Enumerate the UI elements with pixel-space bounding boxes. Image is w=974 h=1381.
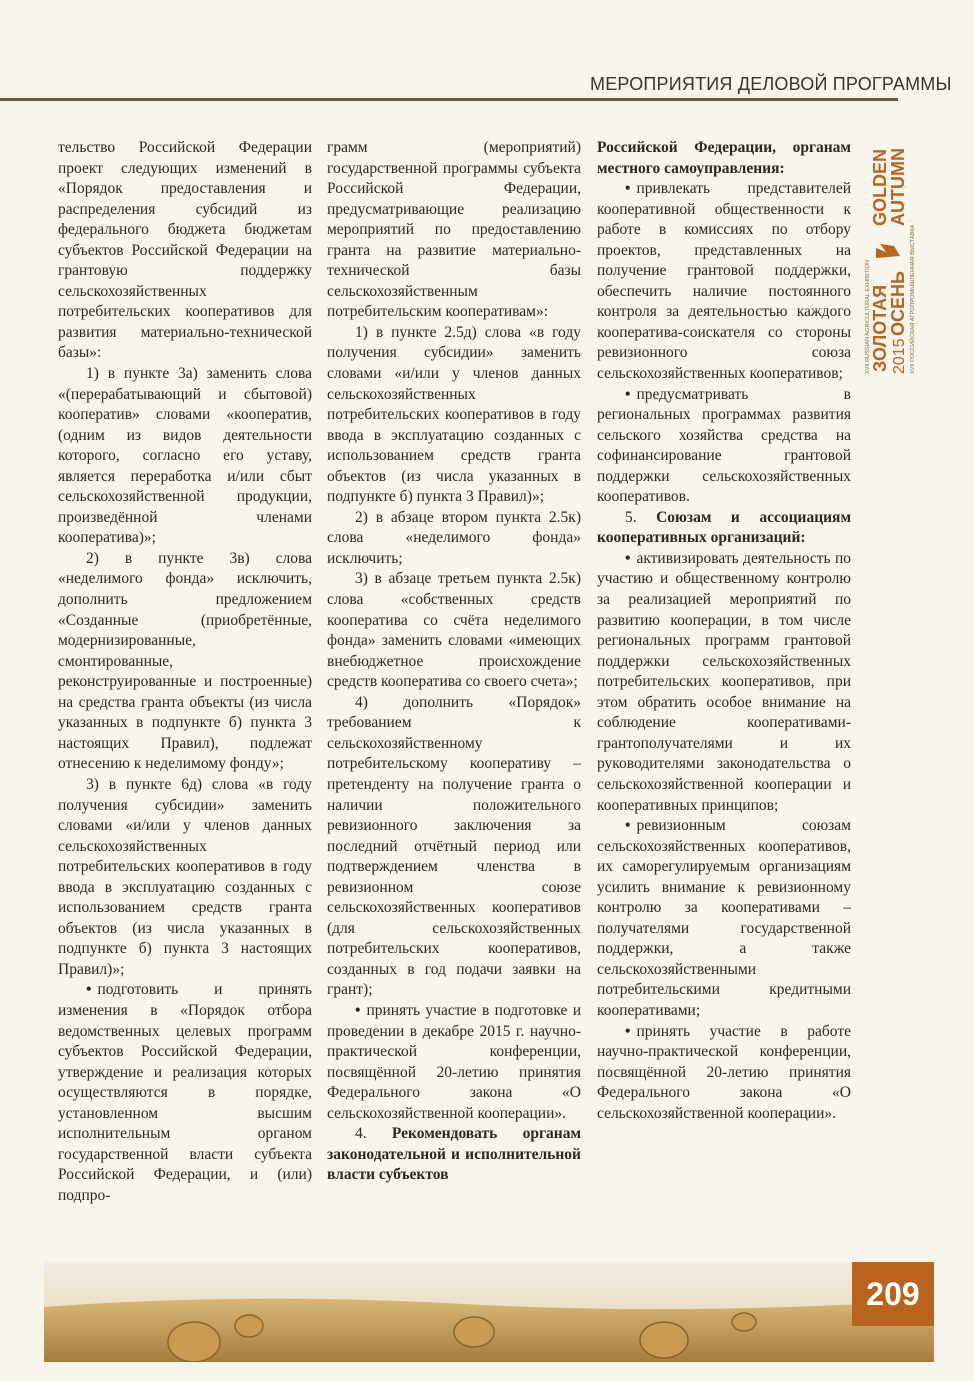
golden-autumn-logo [862, 108, 918, 376]
hay-bale [168, 1322, 220, 1362]
bullet-paragraph: • принять участие в подготовке и проведении в декабре 2015 г. научно-практической конференции, посвящённой 20-летию принятия Федерального закона «О сельскохозяйственной кооперации». [327, 1001, 581, 1124]
paragraph: грамм (мероприятий) государственной программы субъекта Российской Федерации, предусматривающие реализацию мероприятий по предоставлению гранта на развитие материально-технической базы сельскохозяйственным потребительским кооперативам»: [327, 139, 581, 321]
logo-en-line1: GOLDEN [870, 148, 890, 226]
bullet-paragraph: • активизировать деятельность по участию и общественному контролю за реализацией мероприятий по развитию кооперации, в том числе региональных программ грантовой поддержки сельскохозяйственных потребительских кооперативов, при этом обратить особое внимание на соблюдение кооперативами-грантополучателями и их руководителями законодательства о сельскохозяйственной кооперации и кооперативных принципов; [597, 549, 851, 816]
column-2 [327, 138, 581, 1186]
logo-ru-line1: ЗОЛОТАЯ [870, 284, 890, 372]
bullet-paragraph: • подготовить и принять изменения в «Порядок отбора ведомственных целевых программ субъектов Российской Федерации, утверждение и реализация которых осуществляются в порядке, установленном высшим исполнительным органом государственной власти субъекта Российской Федерации, и (или) подпро- [58, 980, 312, 1206]
column-1 [58, 138, 312, 1206]
heading-text: Рекомендовать органам законодательной и исполнительной власти субъектов [327, 1125, 582, 1184]
paragraph: 4) дополнить «Порядок» требованием к сельскохозяйственному потребительскому кооперативу – претенденту на получение гранта о наличии положительного ревизионного заключения за последний отчётный период или подтверждением членства в ревизионном союзе сельскохозяйственных кооперативов (для сельскохозяйственных потребительских кооперативов, созданных в год подачи заявки на грант); [327, 693, 581, 999]
logo-en-line2: AUTUMN [888, 148, 908, 226]
paragraph: 1) в пункте 3а) заменить слова «(перерабатывающий и сбытовой) кооператив» словами «кооператив, (одним из видов деятельности которого, согласно его уставу, является переработка и/или сбыт сельскохозяйственной продукции, произведённой членами кооператива)»; [58, 365, 312, 547]
numbered-heading [327, 1124, 581, 1186]
paragraph: 3) в абзаце третьем пункта 2.5к) слова «собственных средств кооператива со счёта неделимого фонда» заменить словами «имеющих внебюджетное происхождение средств кооператива со своего счета»; [327, 570, 581, 691]
hay-bale [640, 1322, 688, 1358]
hay-bale [732, 1313, 756, 1331]
paragraph: 1) в пункте 2.5д) слова «в году получения субсидии» заменить словами «и/или у членов данных сельскохозяйственных потребительских кооперативов в году ввода в эксплуатацию созданных с использованием средств гранта объектов (из числа указанных в подпункте б) пункта 3 Правил)»; [327, 323, 581, 506]
logo-ru-line2: ОСЕНЬ [888, 271, 908, 336]
bullet-paragraph: • ревизионным союзам сельскохозяйственных кооперативов, их саморегулируемым организациям усилить внимание к ревизионному контролю за кооперативами – получателями государственной поддержки, а также сельскохозяйственными потребительскими кредитными кооперативами; [597, 816, 851, 1021]
hay-bale [454, 1317, 494, 1347]
paragraph: 3) в пункте 6д) слова «в году получения субсидии» заменить словами «и/или у членов данных сельскохозяйственных потребительских кооперативов в году ввода в эксплуатацию созданных с использованием средств гранта объектов (из числа указанных в подпункте б) пункта 3 настоящих Правил)»; [58, 775, 312, 978]
bullet-paragraph: • предусматривать в региональных программах развития сельского хозяйства средства на софинансирование грантовой поддержки сельскохозяйственных кооперативов. [597, 385, 851, 508]
section-title: МЕРОПРИЯТИЯ ДЕЛОВОЙ ПРОГРАММЫ [590, 74, 952, 94]
paragraph [597, 138, 851, 179]
logo-tagline-ru: XVII РОССИЙСКАЯ АГРОПРОМЫШЛЕННАЯ ВЫСТАВКА [910, 224, 916, 374]
page-number: 209 [852, 1262, 934, 1326]
paragraph: тельство Российской Федерации проект следующих изменений в «Порядок предоставления и распределения субсидий из федерального бюджета бюджетам субъектов Российской Федерации на грантовую поддержку сельскохозяйственных потребительских кооперативов для развития материально-технической базы»: [58, 139, 312, 362]
paragraph: 2) в абзаце втором пункта 2.5к) слова «неделимого фонда» исключить; [327, 508, 581, 567]
heading-number: 4. [355, 1125, 392, 1143]
heading-number: 5. [625, 508, 657, 526]
hay-bale [235, 1315, 263, 1337]
paragraph: 2) в пункте 3в) слова «неделимого фонда» исключить, дополнить предложением «Созданные (приобретённые, модернизированные, смонтированные, реконструированные и построенные) на средства гранта объекты (из числа указанных в подпункте б) пункта 3 настоящих Правил), подлежат отнесению к неделимому фонду»; [58, 549, 312, 773]
heading-text: Союзам и ассоциациям кооперативных организаций: [597, 508, 851, 547]
heading-continuation: Российской Федерации, органам местного самоуправления: [597, 139, 851, 177]
bullet-paragraph: • принять участие в работе научно-практической конференции, посвящённой 20-летию принятия Федерального закона «О сельскохозяйственной кооперации». [597, 1022, 851, 1125]
logo-tagline-en: XVII RUSSIAN AGRICULTURAL EXHIBITION [865, 259, 871, 374]
header-rule [0, 98, 898, 101]
column-3 [597, 138, 851, 1124]
field-hay-bales-image [44, 1262, 934, 1362]
bullet-paragraph: • привлекать представителей кооперативной общественности к работе в комиссиях по отбору проектов, представленных на получение грантовой поддержки, обеспечить наличие постоянного контроля за деятельностью каждого кооператива-соискателя со стороны ревизионного союза сельскохозяйственных кооперативов; [597, 179, 851, 384]
numbered-heading [597, 508, 851, 549]
logo-year: 2015 [891, 338, 908, 374]
wheat-leaf-icon [876, 244, 900, 258]
